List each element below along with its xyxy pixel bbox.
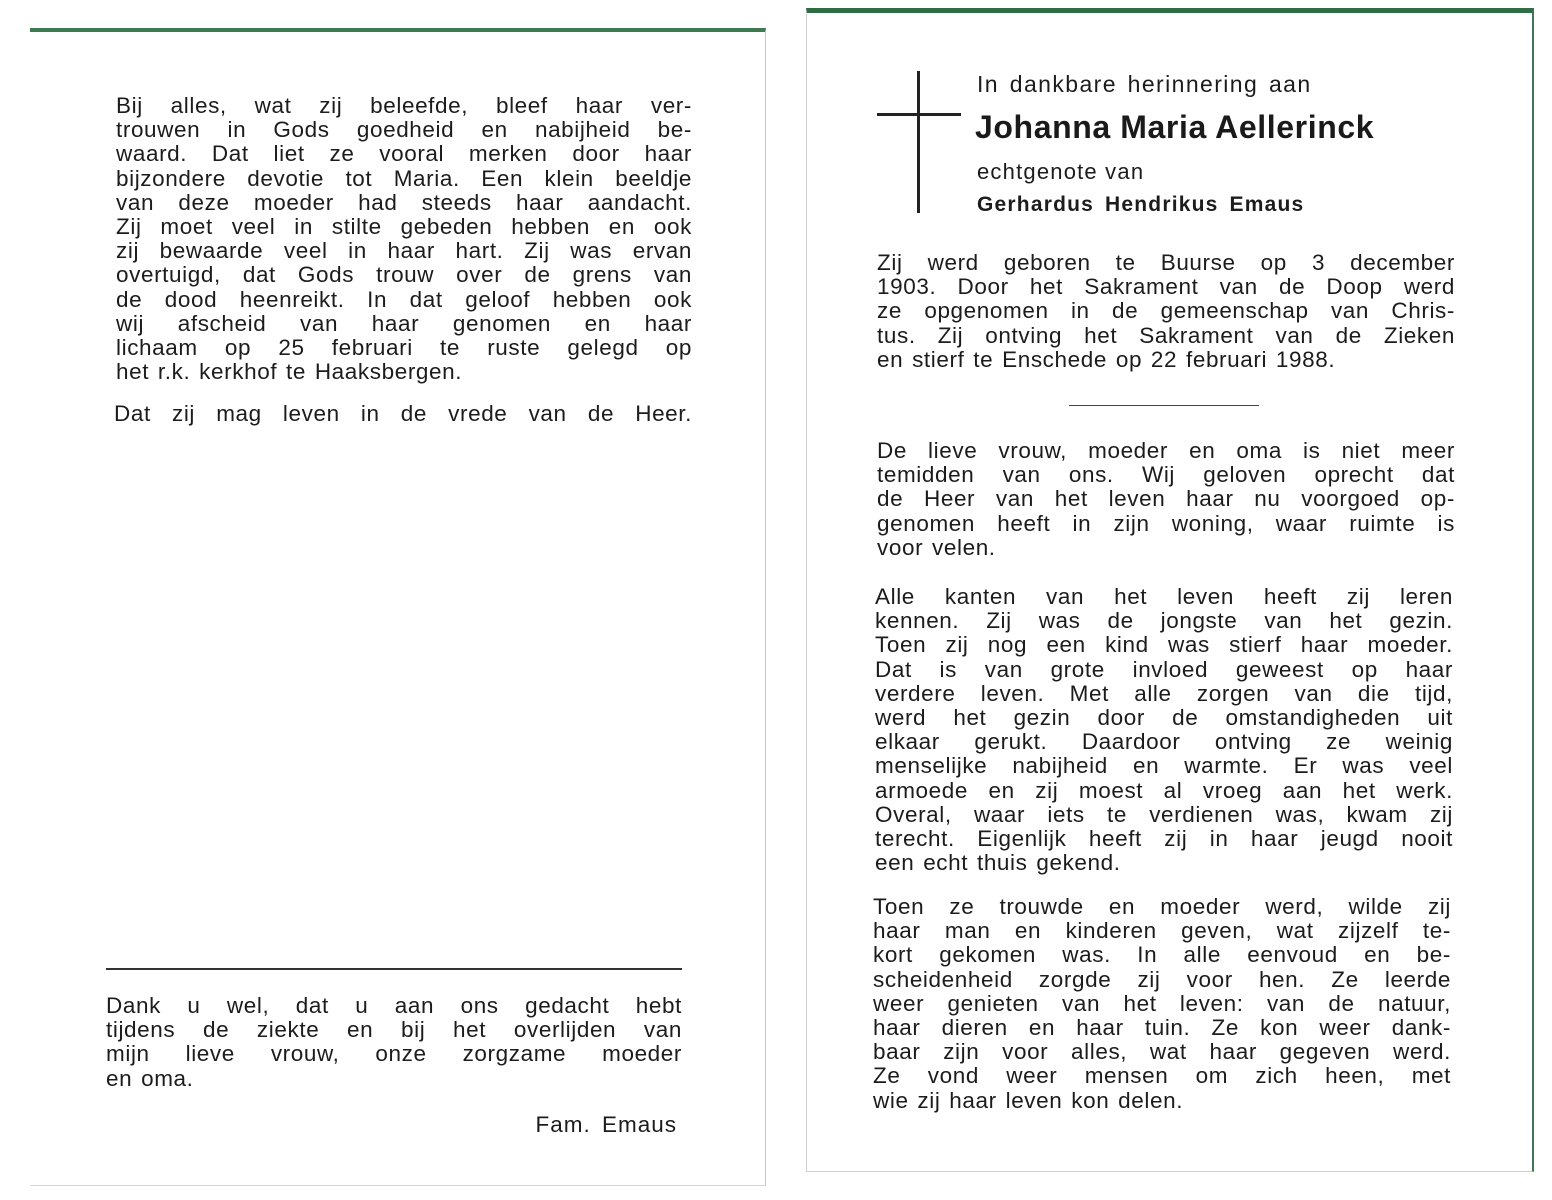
blessing-paragraph [114,402,692,426]
text-line: armoede en zij moest al vroeg aan het werk. [875,777,1453,803]
memorial-card-front [806,8,1534,1172]
text-line: elkaar gerukt. Daardoor ontving ze weinig [875,729,1453,755]
text-line: temidden van ons. Wij geloven oprecht dat [877,462,1455,488]
text-line: mijn lieve vrouw, onze zorgzame moeder [106,1041,682,1067]
divider-line [1069,405,1259,406]
text-line: een echt thuis gekend. [875,850,1121,876]
cross-icon-bar [877,113,961,116]
text-line: Zij moet veel in stilte gebeden hebben en ook [116,214,692,240]
cross-icon [917,71,920,213]
text-line: waard. Dat liet ze vooral merken door haar [116,141,692,167]
text-line: baar zijn voor alles, wat haar gegeven werd. [873,1039,1451,1065]
text-line: Zij werd geboren te Buurse op 3 december [877,250,1455,275]
faith-paragraph [116,94,692,384]
text-line: De lieve vrouw, moeder en oma is niet meer [877,438,1455,463]
text-line: genomen heeft in zijn woning, waar ruimte is [877,510,1455,536]
text-line: voor velen. [877,534,996,560]
remembrance-paragraph [877,439,1455,560]
text-line: wij afscheid van haar genomen en haar [116,310,692,336]
deceased-name: Johanna Maria Aellerinck [975,109,1375,145]
text-line: en oma. [106,1065,194,1091]
text-line: haar man en kinderen geven, wat zijzelf te- [873,918,1451,944]
text-line: Dat is van grote invloed geweest op haar [875,656,1453,682]
text-line: de Heer van het leven haar nu voorgoed op- [877,486,1455,512]
family-life-paragraph [873,895,1451,1113]
text-line: van deze moeder had steeds haar aandacht. [116,189,692,215]
text-line: het r.k. kerkhof te Haaksbergen. [116,359,463,385]
text-line: wie zij haar leven kon delen. [873,1087,1184,1113]
spouse-intro: echtgenote van [977,159,1145,184]
text-line: de dood heenreikt. In dat geloof hebben ook [116,286,692,312]
text-line: Ze vond weer mensen om zich heen, met [873,1063,1451,1089]
biography-birth-paragraph [877,251,1455,372]
memorial-card-back [30,28,766,1186]
text-line: scheidenheid zorgde zij voor hen. Ze leerde [873,966,1451,992]
text-line: weer genieten van het leven: van de natuur, [873,990,1451,1016]
text-line: lichaam op 25 februari te ruste gelegd op [116,335,692,361]
text-line: trouwen in Gods goedheid en nabijheid be- [116,117,692,143]
text-line: ze opgenomen in de gemeenschap van Chris- [877,298,1455,324]
text-line: Bij alles, wat zij beleefde, bleef haar ver- [116,93,692,118]
text-line: bijzondere devotie tot Maria. Een klein beeldje [116,165,692,191]
text-line: Dat zij mag leven in de vrede van de Heer. [114,401,692,426]
text-line: verdere leven. Met alle zorgen van die tijd, [875,680,1453,706]
text-line: kort gekomen was. In alle eenvoud en be- [873,942,1451,968]
spouse-name: Gerhardus Hendrikus Emaus [977,193,1305,216]
text-line: 1903. Door het Sakrament van de Doop werd [877,274,1455,300]
text-line: Dank u wel, dat u aan ons gedacht hebt [106,993,682,1018]
text-line: Toen ze trouwde en moeder werd, wilde zij [873,894,1451,919]
divider-line [106,968,682,970]
text-line: kennen. Zij was de jongste van het gezin. [875,608,1453,634]
text-line: werd het gezin door de omstandigheden uit [875,705,1453,731]
text-line: en stierf te Enschede op 22 februari 1988. [877,346,1336,372]
text-line: overtuigd, dat Gods trouw over de grens van [116,262,692,288]
text-line: Toen zij nog een kind was stierf haar moeder. [875,632,1453,658]
text-line: zij bewaarde veel in haar hart. Zij was ervan [116,238,692,264]
text-line: menselijke nabijheid en warmte. Er was veel [875,753,1453,779]
text-line: tijdens de ziekte en bij het overlijden van [106,1017,682,1043]
text-line: tus. Zij ontving het Sakrament van de Zieken [877,322,1455,348]
text-line: Overal, waar iets te verdienen was, kwam zij [875,801,1453,827]
text-line: terecht. Eigenlijk heeft zij in haar jeugd nooit [875,826,1453,852]
family-signature: Fam. Emaus [535,1112,677,1137]
remembrance-intro: In dankbare herinnering aan [977,71,1312,97]
text-line: haar dieren en haar tuin. Ze kon weer dank- [873,1015,1451,1041]
life-story-paragraph [875,585,1453,875]
thanks-paragraph [106,994,682,1091]
text-line: Alle kanten van het leven heeft zij leren [875,584,1453,609]
